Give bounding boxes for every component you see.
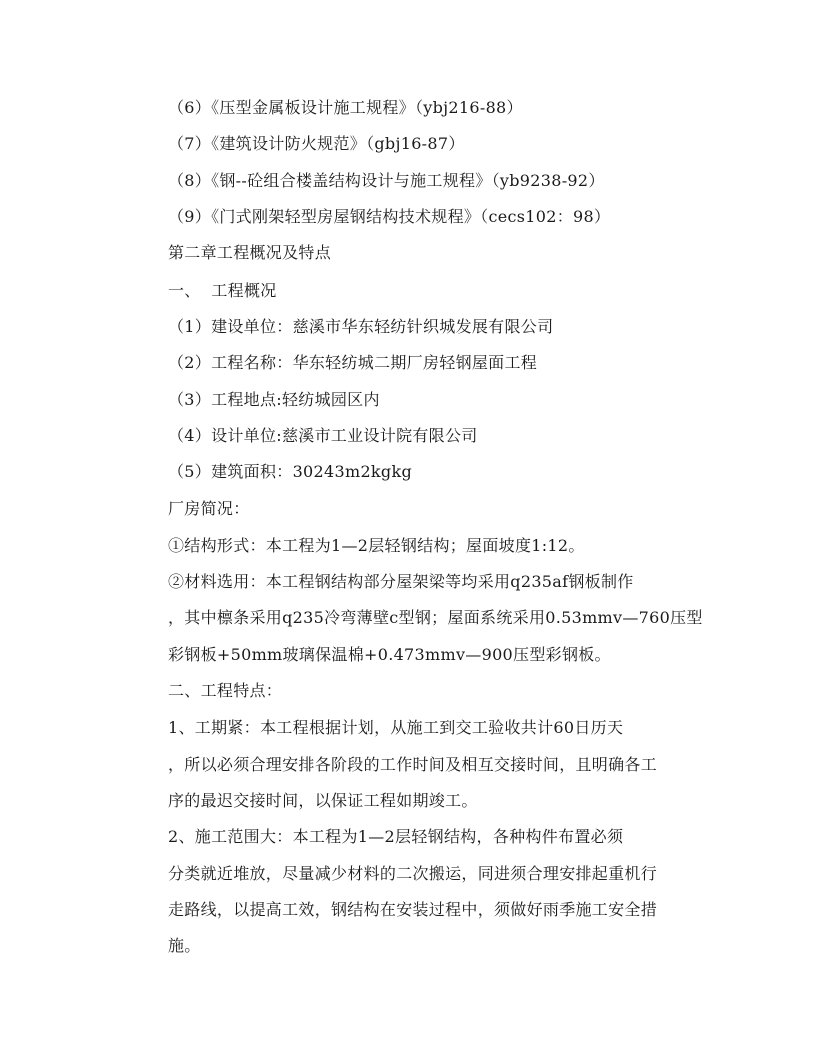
feature-2-line: 2、施工范围大：本工程为1—2层轻钢结构，各种构件布置必须 [168,827,624,846]
reference-item-6: （6）《压型金属板设计施工规程》（ybj216-88） [168,98,523,117]
reference-item-7: （7）《建筑设计防火规范》（gbj16-87） [168,134,465,153]
feature-2-line: 走路线，以提高工效，钢结构在安装过程中，须做好雨季施工安全措 [168,900,658,919]
reference-item-8: （8）《钢--砼组合楼盖结构设计与施工规程》（yb9238-92） [168,171,605,190]
overview-item-3: （3）工程地点:轻纺城园区内 [168,390,380,409]
feature-1-line: 1、工期紧：本工程根据计划，从施工到交工验收共计60日历天 [168,718,624,737]
material-paragraph-line: 彩钢板+50mm玻璃保温棉+0.473mmv—900压型彩钢板。 [168,645,611,664]
overview-item-2: （2）工程名称：华东轻纺城二期厂房轻钢屋面工程 [168,353,538,372]
plant-brief-label: 厂房简况： [168,499,250,518]
overview-item-1: （1）建设单位：慈溪市华东轻纺针织城发展有限公司 [168,317,554,336]
chapter-title: 第二章工程概况及特点 [168,243,332,262]
section-heading-features: 二、工程特点： [168,681,283,700]
section-heading-overview: 一、 工程概况 [168,281,277,300]
overview-item-5: （5）建筑面积：30243m2kgkg [168,462,413,481]
feature-2-line: 分类就近堆放，尽量减少材料的二次搬运，同进须合理安排起重机行 [168,864,658,883]
structure-form-paragraph: ①结构形式：本工程为1—2层轻钢结构；屋面坡度1:12。 [168,536,585,555]
feature-1-line: 序的最迟交接时间，以保证工程如期竣工。 [168,791,478,810]
overview-item-4: （4）设计单位:慈溪市工业设计院有限公司 [168,426,478,445]
reference-item-9: （9）《门式刚架轻型房屋钢结构技术规程》（cecs102：98） [168,207,611,226]
feature-1-line: ，所以必须合理安排各阶段的工作时间及相互交接时间，且明确各工 [168,755,658,774]
material-paragraph-line: ②材料选用：本工程钢结构部分屋架梁等均采用q235af钢板制作 [168,572,634,591]
feature-2-line: 施。 [168,936,201,955]
material-paragraph-line: ，其中檩条采用q235冷弯薄壁c型钢；屋面系统采用0.53mmv—760压型 [168,608,703,627]
